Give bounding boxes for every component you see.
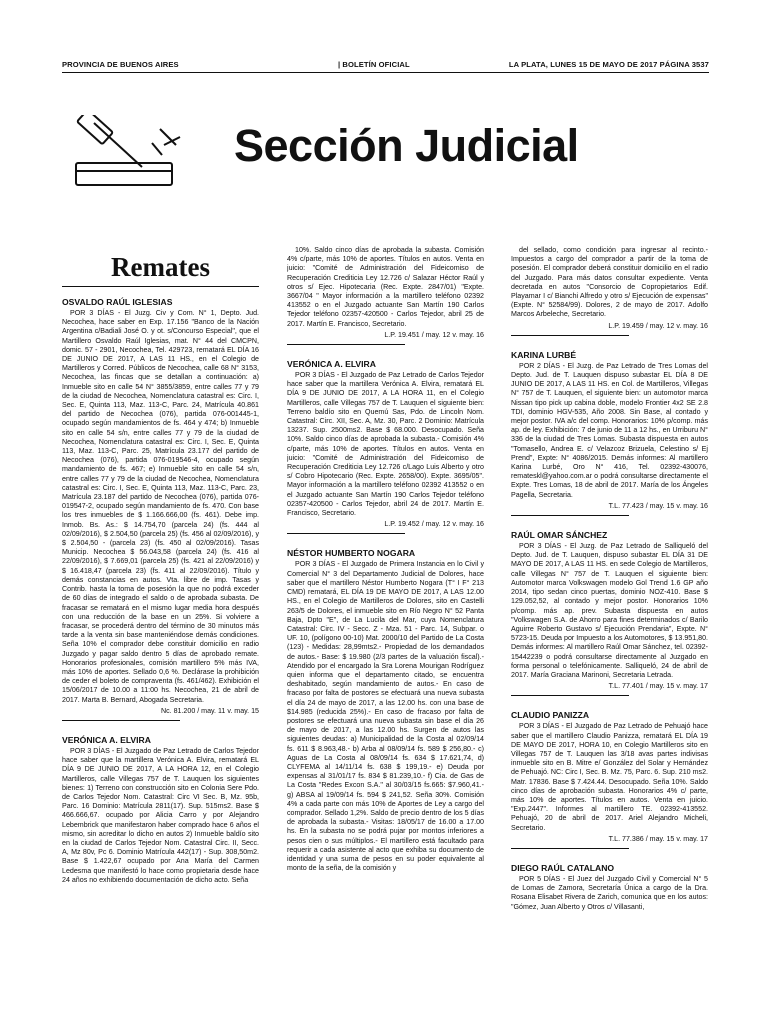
notice (287, 359, 484, 529)
header-publication: | BOLETÍN OFICIAL (338, 60, 410, 69)
auctioneer-name: OSVALDO RAÚL IGLESIAS (62, 297, 173, 307)
notice-separator (511, 848, 629, 849)
notice-reference: T.L. 77.386 / may. 15 v. may. 17 (608, 834, 708, 843)
notice-text: POR 3 DÍAS - El Juzgado de Paz Letrado de Carlos Tejedor hace saber que la martillera Verónica A. Elvira, rematará EL DÍA 9 DE JUNIO DE 2017, A LA HORA 11, en el Colegio Martilleros, calle Villegas 757 de T. Lauquen el siguiente bien: Terreno baldío sito en Quemú Sas, Pdo. de Lincoln Nom. Catastral: Circ. XII, Sec. A, Mz. 30, Parc. 2 Dominio: Matrícula 13237. Sup. 2500ms2. Base $ 68.000. Desocupado. Seña 10%. Saldo cinco días de aprobada la subasta.- Comisión 4% c/parte, más 10% de aportes. Títulos en autos. Venta en juicio: "Comité de Administración del Fideicomiso de Recuperación Crediticia Ley 12.726 c/Lago Luis Alberto y otro s/ Cobro Hipotecario (Rec. Expte. 2658/00). Expte. 3695/05". Mayor información a la martillero teléfono 02392 413552 o en el Juzgado actuante San Martín 190 Carlos Tejedor teléfono 02357-420500 - Carlos Tejedor, abril 24 de 2017. Martín E. Francisco, Secretario. (287, 371, 484, 518)
notice-reference: T.L. 77.423 / may. 15 v. may. 16 (608, 501, 708, 510)
notice-text: POR 3 DÍAS - El Juzgado de Primera Instancia en lo Civil y Comercial N° 3 del Departamento Judicial de Dolores, hace saber que el martillero Néstor Humberto Nogara (T° I F° 213 CMD) rematará, EL DÍA 19 DE MAYO DE 2017, A LAS 12.00 HS., en el Colegio de Martilleros de Dolores, sito en Castelli 263/5 de Dolores, el inmueble sito en Río Negro N° 52 Panta Baja, Dpto "E", de La Lucila del Mar, cuya Nomenclatura Catastral: Circ. IV - Secc. Z - Mza. 51 - Parc. 14, Subpar. o UF. 10, (polígono 00-10) Mat. 2000/10 del Partido de La Costa (123) - Medidas: 28,99mts2.- Propiedad de los demandados de autos.- Base: $ 19.980 (2/3 partes de la valuación fiscal).- Atendido por el encargado la Sra Lorena Mourigan Rodríguez quien informa que el departamento citado, se encuentra deshabitado, según mandamiento de autos.- En caso de fracaso por falta de postores se efectuará una nueva subasta el día 24 de mayo de 2017, a las 12.00 hs. con una base de $14.985 (reducida 25%).- En caso de fracaso por falta de postores se efectuará una nueva subasta sin base el día 26 de mayo de 2017, a las 12.00 hs. Surgen de autos las siguientes deudas: a) Municipalidad de la Costa al 02/09/14 fs. 611 $ 8.963,48.- b) Arba al 08/09/14 fs. 589 $ 256,80.- c) Aguas de La Costa al 08/09/14 fs. 634 $ 17.621,74, d) CLYFEMA al 14/11/14 fs. 638 $ 199,19.- e) Deuda por expensas al 31/01/17 fs. 834 $ 81.239,10.- f) Cia. de Gas de La Costa "Redes Excon S.A." al 30/03/15 fs.665: $7.960,41.- g) ABSA al 19/09/14 fs. 594 $ 241,52. Seña 30%. Comisión 4% a cada parte con más 10% de Aportes de Ley a cargo del comprador. Sellado 1,2%. Saldo de precio dentro de los 5 días de aprobada la subasta.- Visitas: 18/05/17 de 16.00 a 17.00 hs. En la subasta no se podrá pujar por montos inferiores a pesos cien o sus múltiplos.- El martillero está facultado para requerir a cada asistente al acto que exhiba su documento de identidad y una suma de pesos en su poder equivalente al monto de la seña, de la comisión y (287, 560, 484, 873)
notice-text: POR 3 DÍAS - El Juzg. de Paz Letrado de Salliqueló del Depto. Jud. de T. Lauquen, dispuso subastar EL DÍA 31 DE MAYO DE 2017, A LAS 11 HS. en sede Colegio de Martilleros, calle Villegas N° 757 de T. Lauquen el siguiente bien: Automotor marca Volkswagen modelo Gol Trend 1.6 GP año 2014, tipo sedan cinco puertas, dominio NOZ-410. Base $ 129.052,52, al contado y mejor postor. Honorarios 10% p/comp. más ap. prev. Subasta dispuesta en autos "Volkswagen S.A. de Ahorro para fines determinados c/ Barilo Aguirre Roberto Gustavo s/ Ejecución Prendaria", Expte. N° 5723-15. Deuda por Impuesto a los Automotores, $ 13.951,80. Demás informes: Al martillero Raúl Omar Sánchez, tel. 02392-15442239 o podrá consultarse directamente al Juzgado en forma personal o telefónicamente. Salliqueló, 24 de abril de 2017. María Graciana Marinoni, Secretaria Letrada. (511, 542, 708, 679)
section-title: Sección Judicial (234, 120, 579, 171)
notice-text: 10%. Saldo cinco días de aprobada la subasta. Comisión 4% c/parte, más 10% de aportes. Títulos en autos. Venta en juicio: "Comité de Administración del Fideicomiso de Recuperación Crediticia Ley 12.726 c/ Salazar Héctor Raúl y otros s/ Ejec. Hipotecaria (Rec. Expte. 2847/01) "Expte. 3667/04 " Mayor información a la martillero teléfono 02392 413552 o en el Juzgado actuante San Martín 190 Carlos Tejedor teléfono 02357-420500 - Carlos Tejedor, abril 25 de 2017. Martín E. Francisco, Secretario. (287, 246, 484, 328)
header-rule (62, 72, 709, 73)
gavel-icon (64, 115, 190, 191)
notice (287, 548, 484, 873)
notice-text: POR 3 DÍAS - El Juzgado de Paz Letrado de Pehuajó hace saber que el martillero Claudio Panizza, rematará EL DÍA 19 DE MAYO DE 2017, HORA 10, en Colegio Martilleros sito en Villegas 757 de T. Lauquen las 3/18 avas partes indivisas inmueble sito en B. Mitre e/ González del Solar y Hernández de Pehuajó. NC: Circ I, Sec. B. Mz. 75, Parc. 6. Sup. 210 ms2. Matr. 17836. Base $ 7.424.44. Desocupado. Seña 10%. Saldo cinco días de aprobación subasta. Honorarios 4% c/ parte, más 10% de aportes. Títulos en autos. Venta en juicio. "Exp.2447". Informes al martillero TE. 02392-413552. Pehuajó, 20 de abril de 2017. Ariel Alejandro Micheli, Secretario. (511, 722, 708, 832)
auctioneer-name: VERÓNICA A. ELVIRA (287, 359, 376, 370)
notice-reference: L.P. 19.459 / may. 12 v. may. 16 (608, 321, 708, 330)
notice (511, 863, 708, 912)
header-province: PROVINCIA DE BUENOS AIRES (62, 60, 179, 69)
notice (511, 246, 708, 331)
column-1 (62, 252, 259, 1017)
column-2 (287, 246, 484, 1011)
notice-reference: L.P. 19.452 / may. 12 v. may. 16 (384, 520, 484, 529)
notice-reference: Nc. 81.200 / may. 11 v. may. 15 (160, 706, 259, 715)
notice-reference: L.P. 19.451 / may. 12 v. may. 16 (384, 330, 484, 339)
notice-text: POR 5 DÍAS - El Juez del Juzgado Civil y Comercial N° 5 de Lomas de Zamora, Secretaría Única a cargo de la Dra. Rosana Elisabet Rivera de Zarich, comunica que en los autos: "Gómez, Juan Alberto y Otros c/ Villasanti, (511, 874, 708, 911)
header-date-page: LA PLATA, LUNES 15 DE MAYO DE 2017 PÁGINA 3537 (508, 60, 709, 69)
notice-separator (511, 695, 629, 696)
subsection-title: Remates (111, 252, 210, 282)
auctioneer-name: CLAUDIO PANIZZA (511, 710, 590, 721)
notice (62, 735, 259, 885)
notice-separator (62, 720, 180, 721)
notice (511, 710, 708, 844)
notice-separator (287, 533, 405, 534)
notice-text: POR 3 DÍAS - El Juzgado de Paz Letrado de Carlos Tejedor hace saber que la martillera Verónica A. Elvira, rematará EL DÍA 9 DE JUNIO DE 2017, A LA HORA 12, en el Colegio Martilleros, calle Villegas 757 de T. Lauquen los siguientes bienes: 1) Terreno con construcción sito en Colonia Sere Pdo. de Carlos Tejedor Nom. Catastral: Circ VI Sec. B, Mz. 95b, Parc. 16 Dominio: Matrícula 2811(17). Sup. 515ms2. Base $ 466.666,67. ocupado por Alicia Carro y por Alejandro Lebembrick que manifestaron haber comprado hace 6 años el mismo, sin acreditar lo dicho en autos 2) Inmueble baldío sito en la ciudad de Carlos Tejedor Nom. Catastral Circ. II, Secc. A, Mz 80v, Pc 6. Dominio Matrícula 442(17) - Sup. 308,50m2. Base $ 1.422,67 ocupado por Ana María del Carmen Ledesma que manifestó lo hace como propietaria desde hace 24 años no exhibiendo documentación de dicho acto. Seña (62, 746, 259, 884)
notice-reference: T.L. 77.401 / may. 15 v. may. 17 (608, 682, 708, 691)
notice-separator (511, 515, 629, 516)
column-3 (511, 246, 708, 1011)
notice-separator (287, 344, 405, 345)
notice (511, 350, 708, 511)
notice-text: POR 2 DÍAS - El Juzg. de Paz Letrado de Tres Lomas del Depto. Jud. de T. Lauquen dispuso subastar EL DÍA 8 DE JUNIO DE 2017, A LAS 11 HS. en Col. de Martilleros, Villegas N° 757 de T. Lauquen, el siguiente bien: un automotor marca Nissan tipo pick up cabina doble, modelo Frontier 4x2 SE 2.8 TDI, dominio HGV-535, Año 2008. Sin Base, al contado y mejor postor. IVA a/c del comp. Honorarios: 10% p/comp. más ap. de ley. Exhibición: 7 de junio de 11 a 12 hs., en Urriburu N° 336 de la ciudad de Tres Lomas. Subasta dispuesta en autos "Tomasello, Andrea E. c/ Velazcoz Brizuela, Celestino s/ Ej Prend", Expte: N° 4086/2015. Demás informes: Al martillero Karina Lurbé, Oro N° 416, Tel. 02392-430076, remateskl@yahoo.com.ar o podrá consultarse directamente el Expte. Tres Lomas, 18 de abril de 2017. María de los Ángeles Pagella, Secretaria. (511, 361, 708, 499)
notice (62, 297, 259, 716)
notice (511, 530, 708, 691)
auctioneer-name: VERÓNICA A. ELVIRA (62, 734, 151, 745)
auctioneer-name: KARINA LURBÉ (511, 349, 577, 360)
auctioneer-name: NÉSTOR HUMBERTO NOGARA (287, 548, 416, 559)
notice-text: POR 3 DÍAS - El Juzg. Civ y Com. N° 1, Depto. Jud. Necochea, hace saber en Exp. 17.156 "Banco de la Nación Argentina c/Badiali José O. y ot. s/Concurso Especial", que el Martillero Osvaldo Raúl Iglesias, mat. N° 44 del CMCPN, domic. 57 - 2901, Necochea, Tel. 429723, rematará EL DÍA 16 DE JUNIO DE 2017, A LAS 11 HS., en el Colegio de Martilleros y Corred. Públicos de Necochea, calle 68 N° 3153, Necochea, las fincas que se detallan a continuación: a) Inmueble sito en calle 54 N° 3855/3859, entre calles 77 y 79 de la ciudad de Necochea, Nomenclatura catastral es: Circ. I, Sec. E, Quinta 113, Maz. 113-C, Parc. 24, Matrícula 40.861 del partido de Necochea (076), partida 076-001445-1, ocupado según mandamientos de fs. 464 y 474; b) Inmueble sito en calle 54 s/n, entre calles 77 y 79 de la ciudad de Necochea, Nomenclatura catastral es: Circ. I, Sec. E, Quinta 113, Maz. 113-C, Parc. 25, Matrícula 23.177 del partido de Necochea (076), partida 076-019546-4, ocupado según mandamiento de fs. 467; e) Inmueble sito en calle 54 s/n, entre calles 77 y 79 de la ciudad de Necochea, Nomenclatura catastral es: Circ. I, Sec. E, Quinta 113, Maz. 113-C, Parc. 23, Matrícula 23.187 del partido de Necochea (076), partida 076-019547-2, ocupado según mandamiento de fs. 470. Con base los tres inmuebles de $ 1.166.666,00 (fs. 461). Debe imp. Inmob. Bs. As.: $ 14.754,70 (parcela 24) (fs. 444 al 02/09/2016), $ 2.504,50 (parcela 25) (fs. 456 al 02/09/2016), y $ 2.504,50 - (parcela 23) (fs. 450 al 02/09/2016). Tasas Municip. Necochea $ 56.043,58 (parcela 24) (fs. 416 al 22/09/2016), $ 7.669,01 (parcela 25) (fs. 421 al 22/09/2016) y $ 16.418,47 (parcela 23) (fs. 411 al 22/09/2016). Título y demás constancias en autos. Vta. libre de imp. Tasas y Contrib. hasta la toma de posesión la que no podrá exceder de 60 días de integrado el saldo o de aprobada subasta. De fracasar se rematará en el mismo lugar media hora después con una reducción de la base en un 25%. Si volviere a fracasar, se procederá dentro del término de 30 minutos más tarde a la venta sin base manteniéndose demás condiciones. Seña 10% el comprador debe constituir domicilio en radio Juzgado y pagar saldo dentro 5 días de aprobado remate. Honorarios profesionales, comisión martillero 5% más IVA, más 10% de aportes. Sellado 0,6 %. Declárase la prohibición de ceder el boleto de compraventa (fs. 461/462). Exhibición el 15/06/2017 de 10.00 a 11:00 hs. Necochea, 21 de abril de 2017. Marta B. Bernard, Abogada Secretaria. (62, 309, 259, 704)
subsection-rule (62, 286, 259, 287)
auctioneer-name: DIEGO RAÚL CATALANO (511, 862, 615, 873)
auctioneer-name: RAÚL OMAR SÁNCHEZ (511, 530, 608, 541)
notice (287, 246, 484, 340)
notice-separator (511, 335, 629, 336)
notice-text: del sellado, como condición para ingresar al recinto.- Impuestos a cargo del comprador a partir de la toma de posesión. El comprador deberá constituir domicilio en el radio del Juzgado. Para más datos consultar expediente. Venta decretada en autos "Consorcio de Copropietarios Edif. Playamar I c/ Bianchi Alfredo y otro s/ Ejecución de expensas" (Expte. N° 52584/99). Dolores, 2 de mayo de 2017. Adolfo Marcos Arbeleche, Secretario. (511, 246, 708, 319)
